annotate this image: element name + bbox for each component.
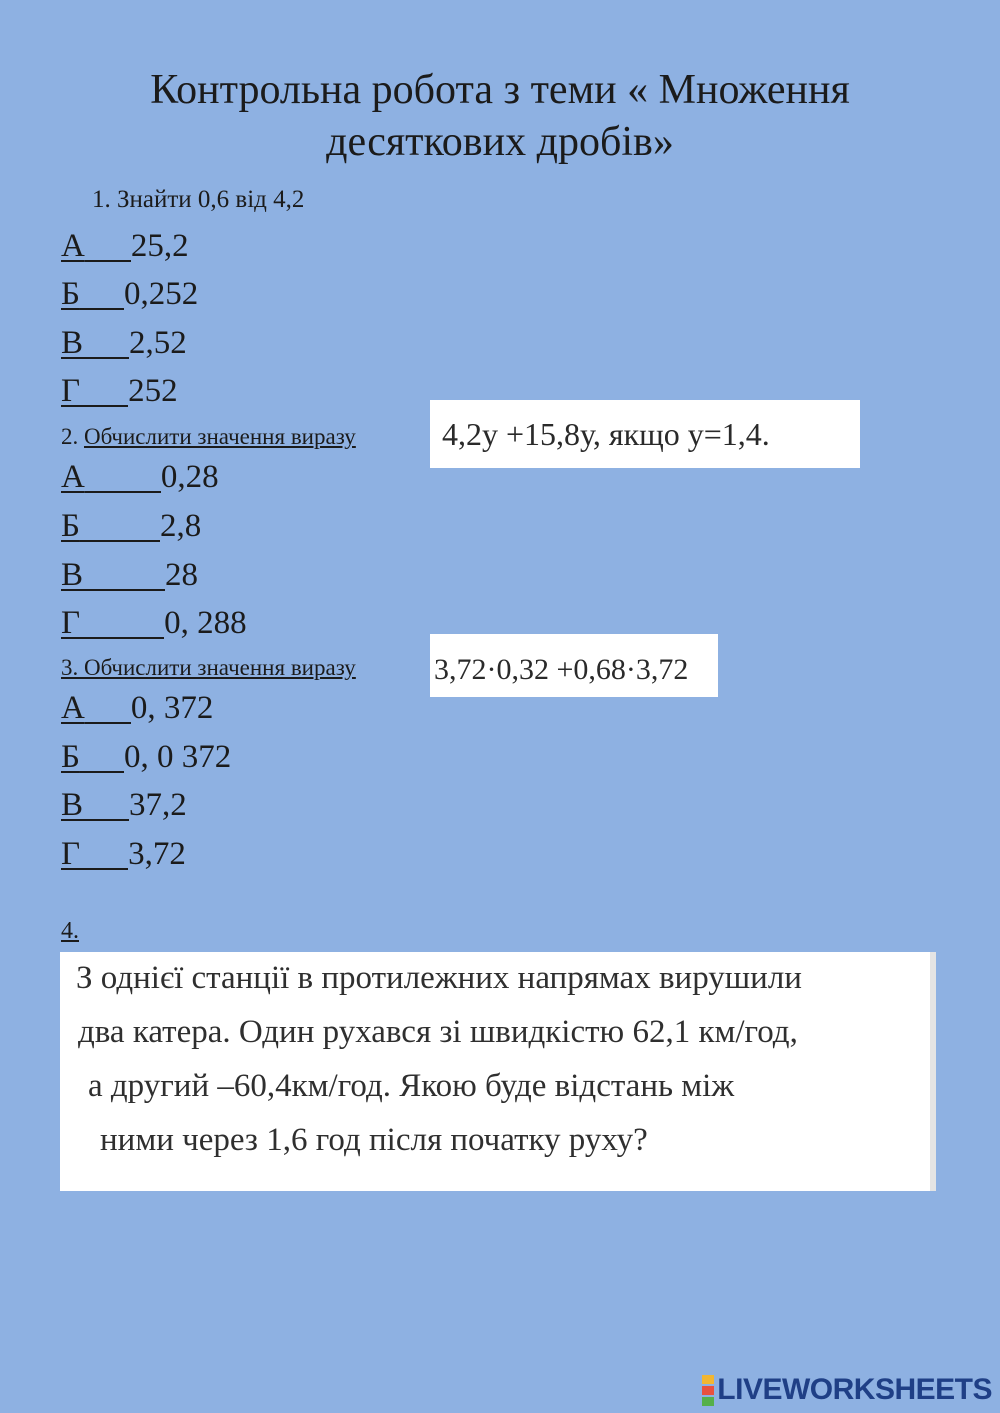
q1-option-d[interactable] <box>61 371 178 411</box>
answer-line <box>83 559 165 591</box>
option-value: 3,72 <box>128 836 186 872</box>
q1-option-b[interactable] <box>61 274 198 314</box>
problem-line: ними через 1,6 год після початку руху? <box>100 1122 648 1158</box>
problem-line: два катера. Один рухався зі швидкістю 62,1 км/год, <box>78 1014 798 1050</box>
mark-block <box>702 1386 714 1395</box>
option-value: 0,252 <box>123 276 199 312</box>
question-1-text: 1. Знайти 0,6 від 4,2 <box>92 186 305 213</box>
option-letter: Б <box>61 276 80 312</box>
option-letter: В <box>61 325 84 361</box>
page-title <box>0 64 1000 168</box>
option-value: 37,2 <box>129 787 187 823</box>
title-line-1: Контрольна робота з теми « Множення <box>150 67 850 113</box>
option-letter: А <box>61 228 85 264</box>
answer-line <box>80 607 164 639</box>
liveworksheets-mark-icon <box>702 1374 714 1407</box>
option-value: 2,52 <box>129 325 187 361</box>
option-value: 25,2 <box>130 228 189 264</box>
answer-line <box>83 327 129 359</box>
option-letter: Г <box>61 373 81 409</box>
mark-block <box>702 1375 714 1384</box>
question-2-expression <box>430 400 860 468</box>
q2-option-c[interactable] <box>61 555 198 595</box>
answer-line <box>80 510 160 542</box>
question-2-text <box>61 424 356 450</box>
option-value: 2,8 <box>159 508 202 544</box>
q1-option-c[interactable] <box>61 323 187 363</box>
question-4-number: 4. <box>61 918 79 944</box>
option-value: 0, 288 <box>164 605 247 641</box>
q2-option-b[interactable] <box>61 506 201 546</box>
expression-text: 4,2у +15,8у, якщо у=1,4. <box>442 416 770 452</box>
option-value: 0,28 <box>160 459 219 495</box>
answer-line <box>85 692 131 724</box>
option-value: 0, 372 <box>130 690 214 726</box>
question-2-label: Обчислити значення виразу <box>84 424 356 449</box>
q1-option-a[interactable] <box>61 226 189 266</box>
logo-text: LIVEWORKSHEETS <box>717 1373 992 1406</box>
problem-line: З однієї станції в протилежних напрямах вирушили <box>76 960 802 996</box>
option-letter: А <box>61 690 85 726</box>
q2-option-d[interactable] <box>61 603 247 643</box>
q3-option-d[interactable] <box>61 834 186 874</box>
q3-option-b[interactable] <box>61 737 231 777</box>
question-4-problem <box>60 952 936 1191</box>
question-3-label: 3. Обчислити значення виразу <box>61 655 356 680</box>
option-letter: Г <box>61 836 81 872</box>
option-letter: Б <box>61 508 80 544</box>
answer-line <box>85 461 161 493</box>
option-letter: В <box>61 557 84 593</box>
title-line-2: десяткових дробів» <box>326 119 674 165</box>
question-2-number: 2. <box>61 424 79 449</box>
answer-line <box>80 375 128 407</box>
option-value: 252 <box>128 373 178 409</box>
answer-line <box>80 838 128 870</box>
mark-block <box>702 1397 714 1406</box>
option-letter: Г <box>61 605 81 641</box>
answer-line <box>83 789 129 821</box>
option-letter: А <box>61 459 85 495</box>
option-letter: Б <box>61 739 80 775</box>
problem-line: а другий –60,4км/год. Якою буде відстань між <box>88 1068 735 1104</box>
q2-option-a[interactable] <box>61 457 219 497</box>
q3-option-a[interactable] <box>61 688 213 728</box>
answer-line <box>80 278 124 310</box>
question-3-expression <box>430 634 718 697</box>
q3-option-c[interactable] <box>61 785 187 825</box>
liveworksheets-logo <box>702 1373 992 1407</box>
answer-line <box>85 230 131 262</box>
question-3-text <box>61 655 356 681</box>
option-letter: В <box>61 787 84 823</box>
expression-text: 3,72·0,32 +0,68·3,72 <box>434 653 689 686</box>
option-value: 0, 0 372 <box>123 739 232 775</box>
answer-line <box>80 741 124 773</box>
option-value: 28 <box>165 557 199 593</box>
